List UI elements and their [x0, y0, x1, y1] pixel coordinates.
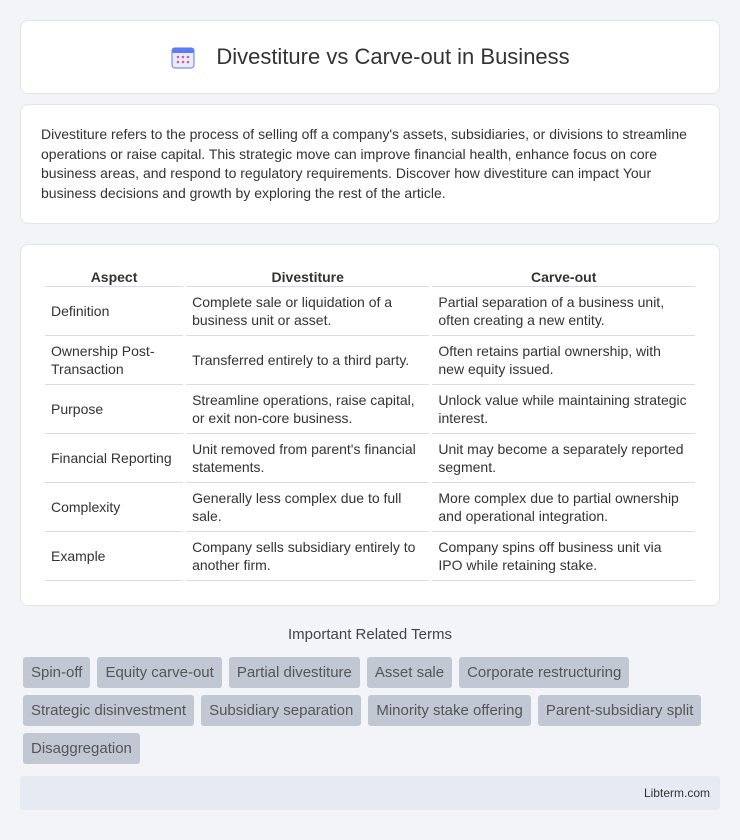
tag-partial-divestiture[interactable]: Partial divestiture [229, 657, 360, 688]
table-row [45, 287, 695, 336]
table-cell: Definition [45, 287, 183, 336]
column-header-divestiture: Divestiture [186, 265, 429, 287]
tag-asset-sale[interactable]: Asset sale [367, 657, 452, 688]
table-cell: More complex due to partial ownership and operational integration. [432, 483, 695, 532]
tag-parent-subsidiary-split[interactable]: Parent-subsidiary split [538, 695, 702, 726]
column-header-carve-out: Carve-out [432, 265, 695, 287]
intro-card [20, 104, 720, 224]
tag-subsidiary-separation[interactable]: Subsidiary separation [201, 695, 361, 726]
table-cell: Unit may become a separately reported segment. [432, 434, 695, 483]
table-cell: Often retains partial ownership, with new equity issued. [432, 336, 695, 385]
tag-strategic-disinvestment[interactable]: Strategic disinvestment [23, 695, 194, 726]
table-cell: Transferred entirely to a third party. [186, 336, 429, 385]
table-row [45, 336, 695, 385]
header-card [20, 20, 720, 94]
table-cell: Complete sale or liquidation of a business unit or asset. [186, 287, 429, 336]
column-header-aspect: Aspect [45, 265, 183, 287]
table-cell: Streamline operations, raise capital, or exit non-core business. [186, 385, 429, 434]
tag-spin-off[interactable]: Spin-off [23, 657, 90, 688]
tag-equity-carve-out[interactable]: Equity carve-out [97, 657, 221, 688]
table-cell: Unlock value while maintaining strategic interest. [432, 385, 695, 434]
table-cell: Generally less complex due to full sale. [186, 483, 429, 532]
table-row [45, 385, 695, 434]
calendar-icon [170, 44, 196, 70]
table-cell: Company spins off business unit via IPO while retaining stake. [432, 532, 695, 581]
table-cell: Example [45, 532, 183, 581]
table-cell: Unit removed from parent's financial statements. [186, 434, 429, 483]
table-cell: Complexity [45, 483, 183, 532]
footer [20, 776, 720, 810]
tag-minority-stake-offering[interactable]: Minority stake offering [368, 695, 530, 726]
footer-site-link[interactable]: Libterm.com [643, 786, 710, 800]
comparison-table [42, 265, 698, 581]
table-row [45, 532, 695, 581]
related-terms-list [23, 657, 723, 764]
table-row [45, 483, 695, 532]
comparison-card [20, 244, 720, 606]
related-terms-title: Important Related Terms [288, 626, 452, 643]
table-header-row [45, 265, 695, 287]
table-cell: Company sells subsidiary entirely to another firm. [186, 532, 429, 581]
table-cell: Financial Reporting [45, 434, 183, 483]
table-cell: Ownership Post-Transaction [45, 336, 183, 385]
intro-text: Divestiture refers to the process of selling off a company's assets, subsidiaries, or divisions to streamline operations or raise capital. This strategic move can improve financial health, enhance focus on core business areas, and respond to regulatory requirements. Discover how divestiture can impact Your business decisions and growth by exploring the rest of the article. [41, 126, 687, 201]
table-cell: Purpose [45, 385, 183, 434]
page-title: Divestiture vs Carve-out in Business [216, 44, 570, 69]
table-cell: Partial separation of a business unit, often creating a new entity. [432, 287, 695, 336]
tag-corporate-restructuring[interactable]: Corporate restructuring [459, 657, 629, 688]
tag-disaggregation[interactable]: Disaggregation [23, 733, 140, 764]
table-row [45, 434, 695, 483]
